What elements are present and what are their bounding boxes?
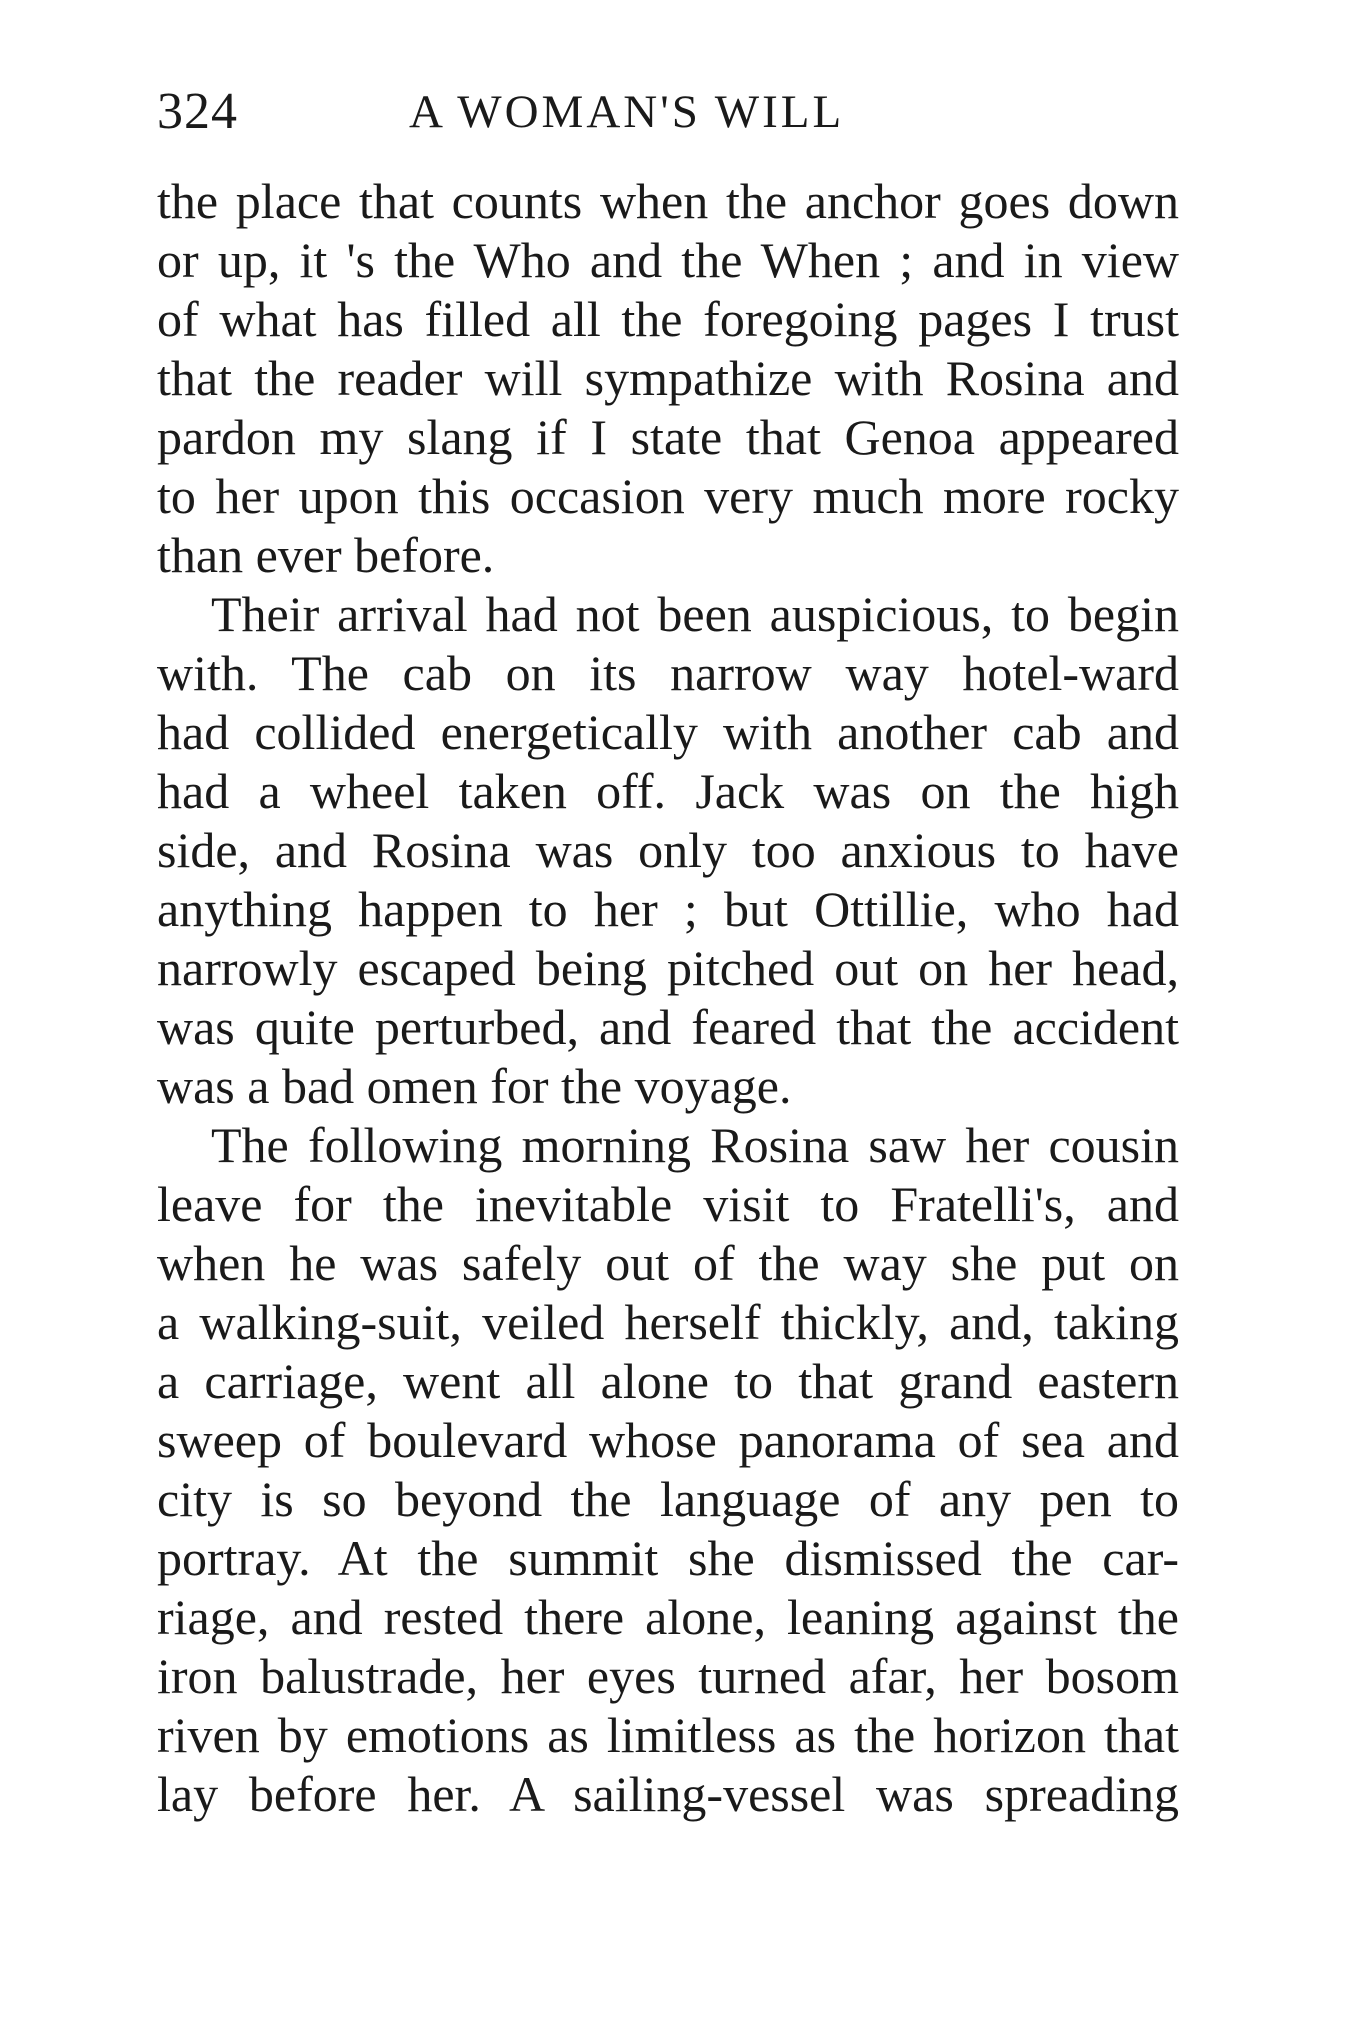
running-title: A WOMAN'S WILL [409, 86, 845, 138]
text-line: sweep of boulevard whose panorama of sea and [157, 1412, 1179, 1468]
running-head [157, 72, 1179, 152]
text-line: narrowly escaped being pitched out on her head, [157, 940, 1179, 996]
body-text [157, 172, 1179, 1824]
text-line: riage, and rested there alone, leaning against the [157, 1589, 1179, 1645]
text-line: when he was safely out of the way she put on [157, 1235, 1179, 1291]
text-line: the place that counts when the anchor goes down [157, 173, 1179, 229]
text-line: a walking-suit, veiled herself thickly, and, taking [157, 1294, 1179, 1350]
text-line: leave for the inevitable visit to Fratelli's, and [157, 1176, 1179, 1232]
text-line: had a wheel taken off. Jack was on the high [157, 763, 1179, 819]
text-line: was quite perturbed, and feared that the accident [157, 999, 1179, 1055]
text-line: of what has filled all the foregoing pages I trust [157, 291, 1179, 347]
text-line: The following morning Rosina saw her cousin [211, 1117, 1179, 1173]
paragraph-2 [157, 585, 1179, 1116]
text-line: lay before her. A sailing-vessel was spreading [157, 1766, 1179, 1822]
text-line: than ever before. [157, 527, 495, 583]
text-line: to her upon this occasion very much more rocky [157, 468, 1179, 524]
page-number: 324 [157, 83, 238, 140]
text-line: iron balustrade, her eyes turned afar, her bosom [157, 1648, 1179, 1704]
text-line: riven by emotions as limitless as the horizon that [157, 1707, 1179, 1763]
text-line: portray. At the summit she dismissed the car- [157, 1530, 1179, 1586]
text-line: anything happen to her ; but Ottillie, who had [157, 881, 1179, 937]
text-line: a carriage, went all alone to that grand eastern [157, 1353, 1179, 1409]
text-line: Their arrival had not been auspicious, to begin [211, 586, 1179, 642]
text-line: was a bad omen for the voyage. [157, 1058, 792, 1114]
text-line: side, and Rosina was only too anxious to have [157, 822, 1179, 878]
text-line: with. The cab on its narrow way hotel-ward [157, 645, 1179, 701]
text-line: pardon my slang if I state that Genoa appeared [157, 409, 1179, 465]
paragraph-1 [157, 172, 1179, 585]
paragraph-3 [157, 1116, 1179, 1824]
text-line: that the reader will sympathize with Rosina and [157, 350, 1179, 406]
text-line: city is so beyond the language of any pen to [157, 1471, 1179, 1527]
text-line: had collided energetically with another cab and [157, 704, 1179, 760]
text-line: or up, it 's the Who and the When ; and in view [157, 232, 1179, 288]
